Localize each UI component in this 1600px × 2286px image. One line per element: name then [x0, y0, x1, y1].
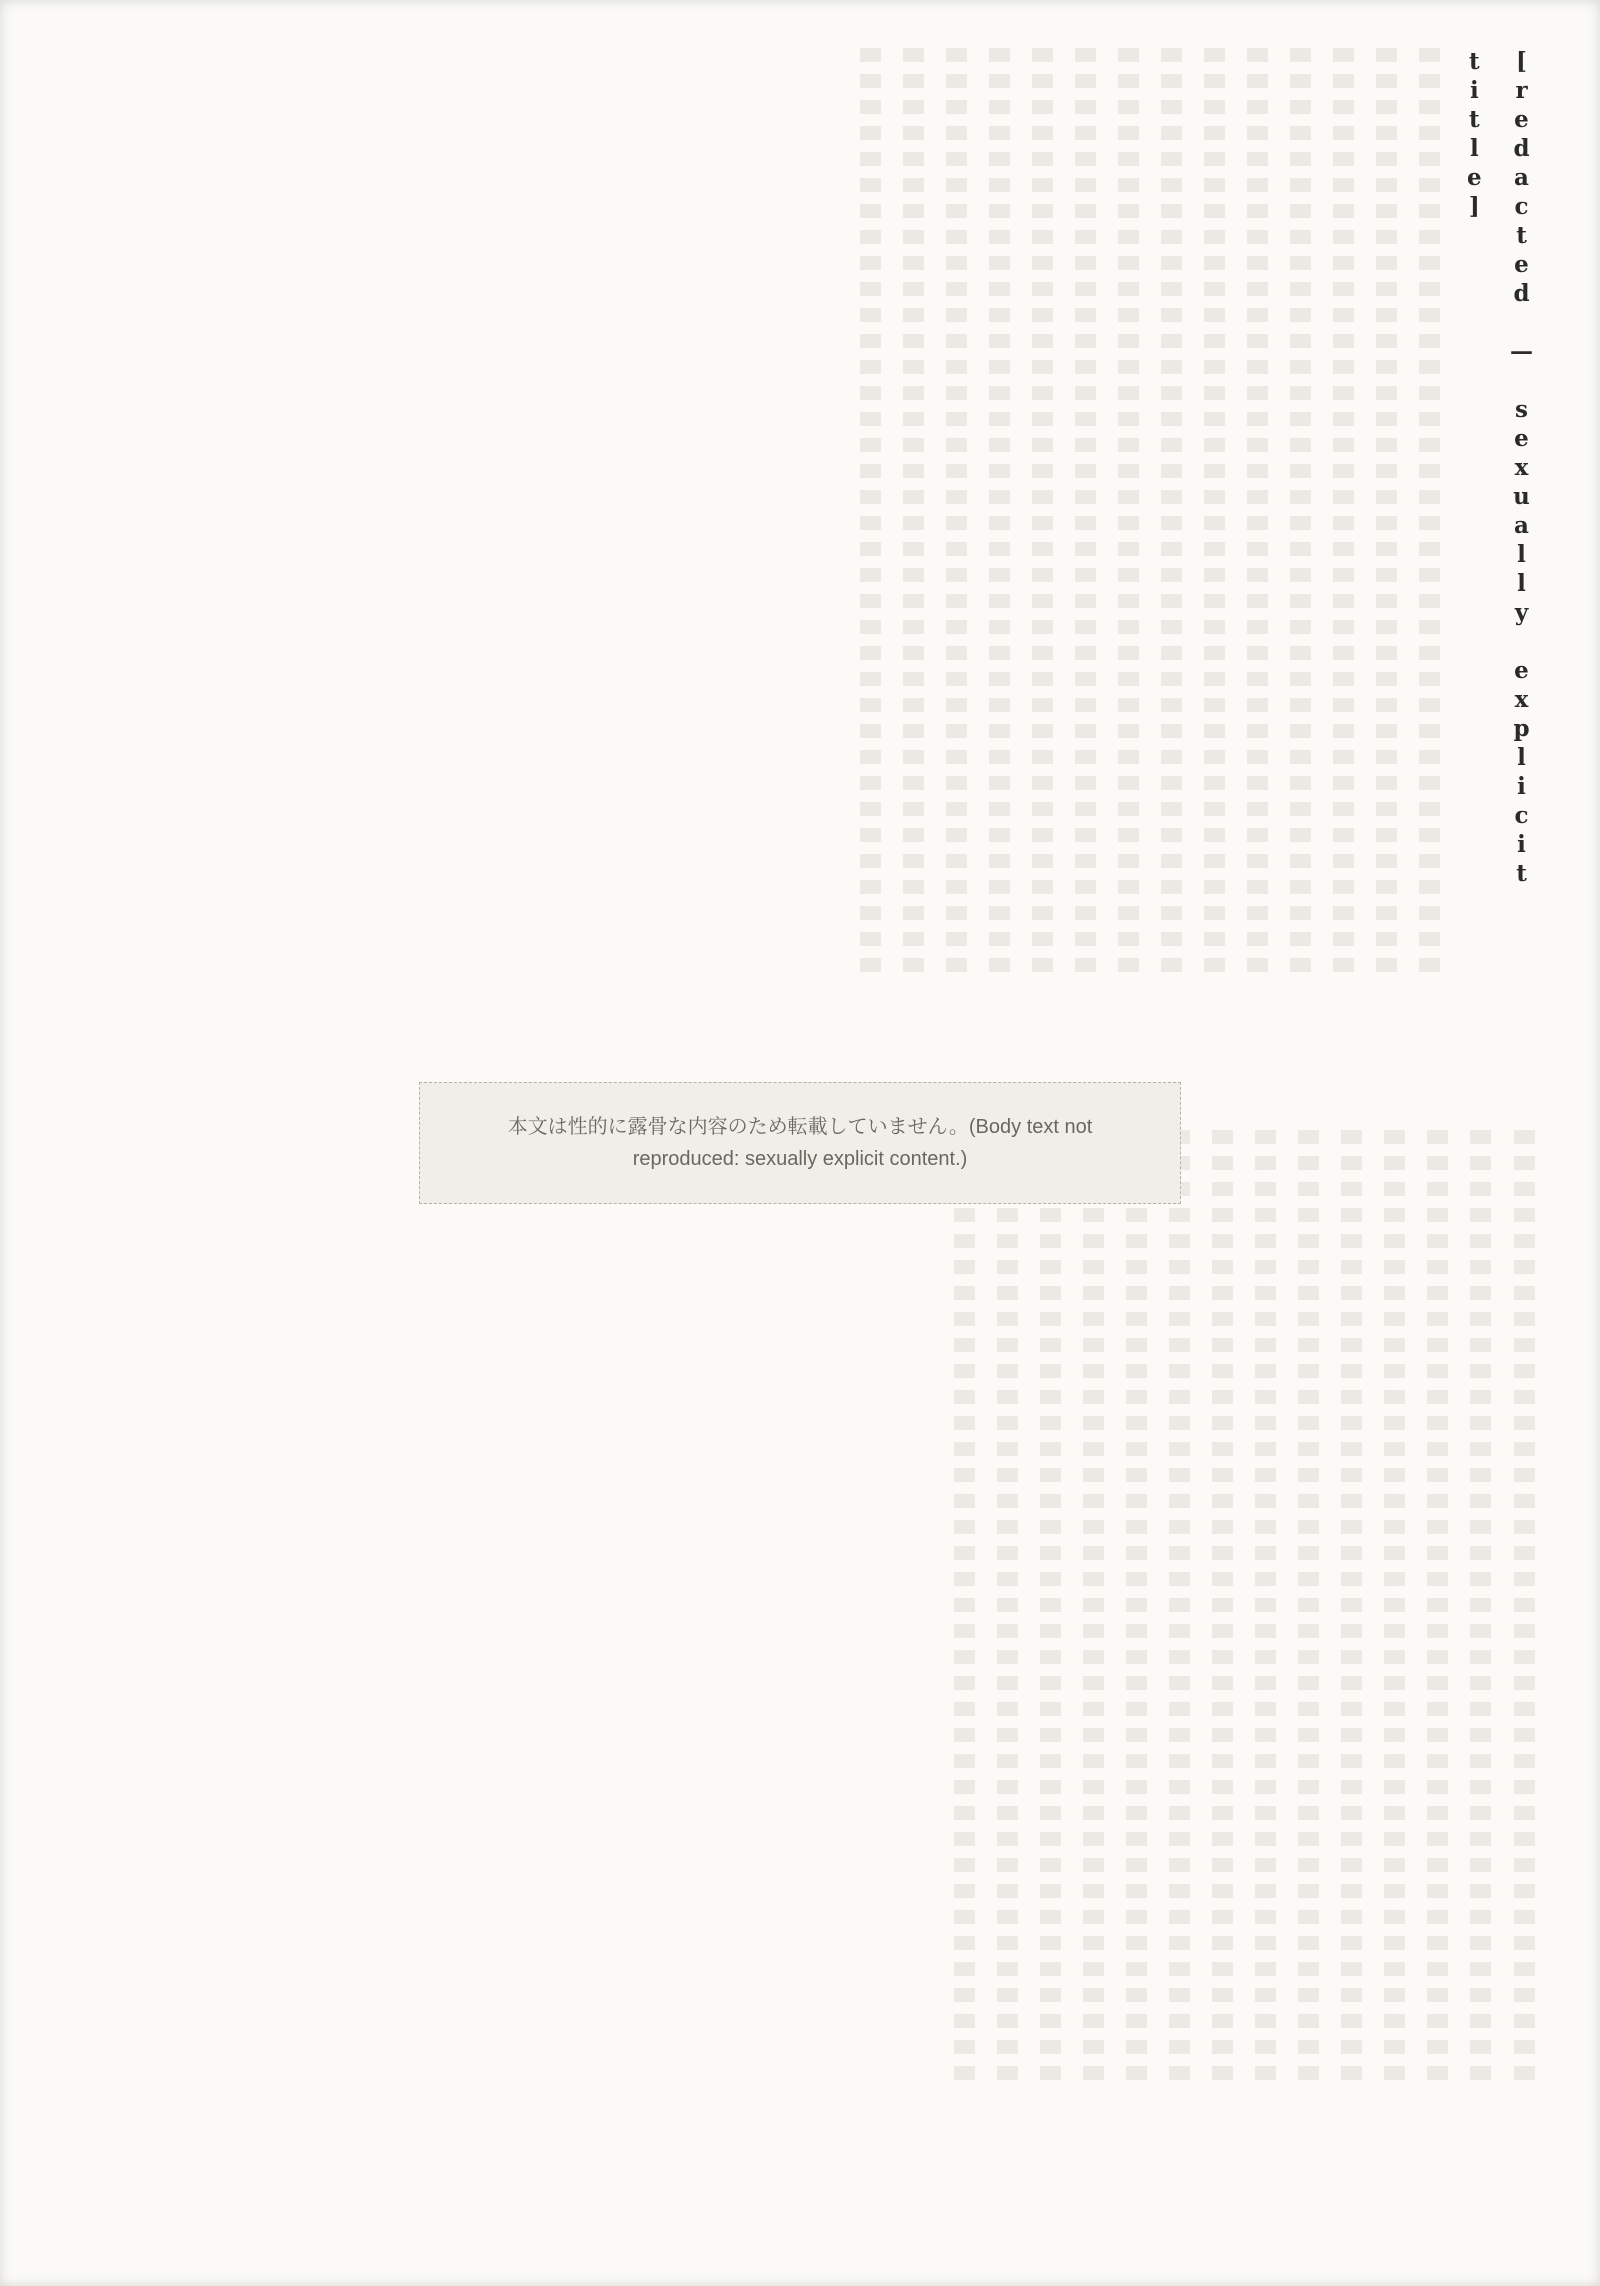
redacted-column [1341, 1130, 1362, 2087]
redacted-column [1333, 48, 1354, 977]
redacted-column [1075, 48, 1096, 977]
redaction-notice: 本文は性的に露骨な内容のため転載していません。(Body text not reproduced: sexually explicit content.) [419, 1082, 1181, 1204]
redacted-column [1376, 48, 1397, 977]
redacted-column [1204, 48, 1225, 977]
redacted-column [1514, 1130, 1535, 2087]
redacted-column [1290, 48, 1311, 977]
redacted-column [1212, 1130, 1233, 2087]
redacted-column [1169, 1130, 1190, 2087]
redacted-column [1083, 1130, 1104, 2087]
redacted-column [1298, 1130, 1319, 2087]
redacted-column [1032, 48, 1053, 977]
redacted-column [1419, 48, 1440, 977]
text-block-top [55, 48, 1545, 1058]
redacted-column [997, 1130, 1018, 2087]
text-block-bottom [55, 1130, 1545, 2170]
redacted-column [954, 1130, 975, 2087]
redacted-column [1040, 1130, 1061, 2087]
redacted-column [1247, 48, 1268, 977]
redacted-column [946, 48, 967, 977]
redacted-column [1470, 1130, 1491, 2087]
redacted-column [860, 48, 881, 977]
story-title: [redacted — sexually explicit title] [1460, 48, 1535, 889]
redacted-column [1255, 1130, 1276, 2087]
redacted-column [989, 48, 1010, 977]
redacted-column [1161, 48, 1182, 977]
redacted-column [1126, 1130, 1147, 2087]
redacted-column [1427, 1130, 1448, 2087]
redacted-column [1118, 48, 1139, 977]
redacted-column [903, 48, 924, 977]
redacted-column [1384, 1130, 1405, 2087]
